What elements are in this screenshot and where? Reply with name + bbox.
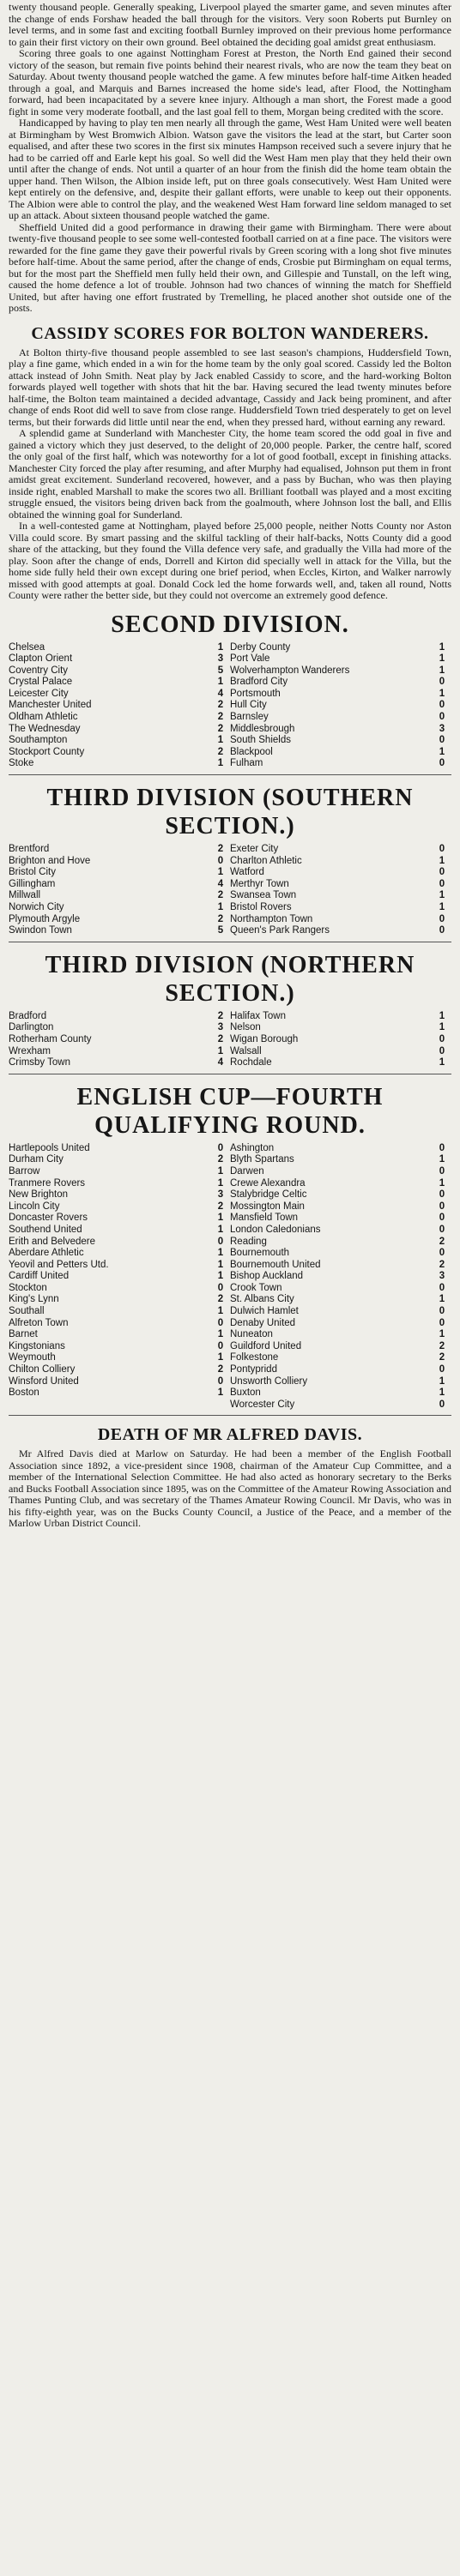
home-team: Cardiff United bbox=[9, 1271, 70, 1282]
home-score: 2 bbox=[217, 1154, 224, 1165]
home-score: 2 bbox=[217, 746, 224, 757]
home-team: Norwich City bbox=[9, 902, 64, 912]
headline-davis: DEATH OF MR ALFRED DAVIS. bbox=[97, 1425, 363, 1445]
home-team: Millwall bbox=[9, 890, 41, 901]
away-score: 0 bbox=[439, 677, 445, 688]
home-score: 1 bbox=[217, 641, 224, 653]
away-score: 1 bbox=[439, 1329, 445, 1340]
home-team bbox=[9, 1399, 211, 1411]
home-team: Crimsby Town bbox=[9, 1057, 70, 1068]
result-row bbox=[9, 1294, 451, 1306]
away-score: 2 bbox=[439, 1259, 445, 1270]
result-row bbox=[9, 925, 451, 937]
home-score: 2 bbox=[217, 844, 224, 855]
result-row bbox=[9, 1154, 451, 1166]
home-score: 1 bbox=[217, 758, 224, 769]
result-row bbox=[9, 1352, 451, 1364]
away-team: Unsworth Colliery bbox=[230, 1375, 308, 1387]
away-team: Mossington Main bbox=[230, 1201, 305, 1212]
article-match-reports bbox=[9, 2, 451, 315]
away-team: Dulwich Hamlet bbox=[230, 1306, 299, 1317]
home-team: Southall bbox=[9, 1306, 45, 1317]
paragraph: twenty thousand people. Generally speaking, Liverpool played the smarter game, and seven minutes after the change of ends Forshaw headed the ball through for the visitors. Very soon Roberts put Burnley on level terms, and in some fast and exciting football Burnley improved on their previous home performance to gain their first victory on their own ground. Beel obtained the deciding goal amidst great enthusiasm. bbox=[9, 1, 451, 48]
home-score: 2 bbox=[217, 890, 224, 901]
home-score: 2 bbox=[217, 913, 224, 924]
away-score: 3 bbox=[439, 1271, 445, 1282]
away-team: Blyth Spartans bbox=[230, 1154, 294, 1165]
result-row bbox=[9, 1143, 451, 1155]
home-score: 0 bbox=[217, 1340, 224, 1351]
away-score: 0 bbox=[439, 1142, 445, 1153]
away-score: 1 bbox=[439, 1177, 445, 1189]
away-team: South Shields bbox=[230, 735, 291, 746]
home-score: 2 bbox=[217, 1364, 224, 1375]
home-team: Barnet bbox=[9, 1329, 38, 1340]
headline-bolton: CASSIDY SCORES FOR BOLTON WANDERERS. bbox=[31, 323, 429, 343]
home-team: Doncaster Rovers bbox=[9, 1213, 88, 1224]
results-table bbox=[9, 1143, 451, 1411]
home-team: Alfreton Town bbox=[9, 1317, 69, 1328]
away-team: Merthyr Town bbox=[230, 878, 289, 889]
home-team: Barrow bbox=[9, 1165, 40, 1177]
home-team: Crystal Palace bbox=[9, 677, 73, 688]
article-bolton bbox=[9, 347, 451, 602]
paragraph: Scoring three goals to one against Nottingham Forest at Preston, the North End gained their second victory of the season, but remain five points behind their nearest rivals, who are now the team they beat on Saturday. About twenty thousand people watched the game. A few minutes before half-time Aitken headed through a goal, and Marquis and Barnes increased the home side's lead, after Flood, the Nottingham forward, had been incapacitated by a severe knee injury. Although a man short, the Forest made a good fight in some very moderate football, and the last goal fell to them, Morgan being credited with the score. bbox=[9, 47, 451, 117]
home-score: 3 bbox=[217, 1022, 224, 1033]
away-team: Fulham bbox=[230, 758, 263, 769]
home-score: 5 bbox=[217, 665, 224, 676]
home-score: 5 bbox=[217, 925, 224, 936]
home-score: 4 bbox=[217, 688, 224, 699]
home-score: 2 bbox=[217, 1010, 224, 1021]
home-score: 1 bbox=[217, 1259, 224, 1270]
away-score: 0 bbox=[439, 1282, 445, 1293]
result-row bbox=[9, 700, 451, 712]
home-team: Clapton Orient bbox=[9, 653, 73, 665]
home-team: Wrexham bbox=[9, 1045, 51, 1056]
result-row bbox=[9, 665, 451, 677]
home-team: Weymouth bbox=[9, 1352, 56, 1363]
result-row bbox=[9, 902, 451, 914]
home-score: 3 bbox=[217, 1189, 224, 1201]
result-row bbox=[9, 890, 451, 902]
english-cup-section bbox=[9, 1083, 451, 1417]
result-row bbox=[9, 689, 451, 701]
away-team: Bournemouth bbox=[230, 1248, 290, 1259]
away-team: London Caledonians bbox=[230, 1224, 321, 1235]
paragraph: Sheffield United did a good performance in drawing their game with Birmingham. There were about twenty-five thousand people to see some well-contested football carried on at a fine pace. The visitors were rewarded for the fine game they gave their powerful rivals by Green scoring with a long shot five minutes before half-time. About the same period, after the change of ends, Crosbie put Birmingham on equal terms, but for the most part the Sheffield men fully held their own, and Gillespie and Tunstall, on the left wing, caused the home defence a lot of trouble. Johnson had two chances of winning the match for Sheffield United, but after having one effort frustrated by Tremelling, he placed another shot outside one of the posts. bbox=[9, 220, 451, 314]
home-score: 0 bbox=[217, 1282, 224, 1293]
result-row bbox=[9, 1057, 451, 1069]
result-row bbox=[9, 856, 451, 868]
result-row bbox=[9, 1376, 451, 1388]
home-score: 1 bbox=[217, 1224, 224, 1235]
home-score: 0 bbox=[217, 1236, 224, 1247]
away-score: 0 bbox=[439, 1189, 445, 1201]
result-row bbox=[9, 1022, 451, 1034]
away-score: 0 bbox=[439, 925, 445, 936]
away-score: 1 bbox=[439, 1387, 445, 1399]
away-team: Buxton bbox=[230, 1387, 261, 1399]
home-score: 0 bbox=[217, 1317, 224, 1328]
away-team: Northampton Town bbox=[230, 913, 313, 924]
home-score: 1 bbox=[217, 1352, 224, 1363]
result-row bbox=[9, 1201, 451, 1213]
away-score: 2 bbox=[439, 1352, 445, 1363]
home-score: 1 bbox=[217, 867, 224, 878]
away-team: Crewe Alexandra bbox=[230, 1177, 306, 1189]
result-row bbox=[9, 642, 451, 654]
away-score: 0 bbox=[439, 1033, 445, 1044]
away-team: Folkestone bbox=[230, 1352, 279, 1363]
home-score: 1 bbox=[217, 1329, 224, 1340]
away-team: Bristol Rovers bbox=[230, 902, 292, 912]
result-row bbox=[9, 1237, 451, 1249]
home-score: 1 bbox=[217, 1271, 224, 1282]
home-score: 2 bbox=[217, 723, 224, 734]
result-row bbox=[9, 1318, 451, 1330]
result-row bbox=[9, 712, 451, 724]
away-team: Portsmouth bbox=[230, 688, 281, 699]
english-cup-title: ENGLISH CUP—FOURTH QUALIFYING ROUND. bbox=[76, 1083, 384, 1139]
home-team: Kingstonians bbox=[9, 1340, 65, 1351]
result-row bbox=[9, 1248, 451, 1260]
home-score: 2 bbox=[217, 1294, 224, 1305]
away-score: 1 bbox=[439, 1294, 445, 1305]
home-score: 4 bbox=[217, 878, 224, 889]
away-team: Hull City bbox=[230, 700, 267, 711]
result-row bbox=[9, 879, 451, 891]
home-score: 0 bbox=[217, 855, 224, 866]
home-team: Erith and Belvedere bbox=[9, 1236, 96, 1247]
away-team: Wigan Borough bbox=[230, 1033, 299, 1044]
away-team: Stalybridge Celtic bbox=[230, 1189, 307, 1201]
second-division-section bbox=[9, 611, 451, 776]
result-row bbox=[9, 844, 451, 856]
home-team: New Brighton bbox=[9, 1189, 69, 1201]
result-row bbox=[9, 1306, 451, 1318]
result-row bbox=[9, 1225, 451, 1237]
away-score: 0 bbox=[439, 1224, 445, 1235]
away-team: Swansea Town bbox=[230, 890, 297, 901]
away-score: 0 bbox=[439, 878, 445, 889]
home-score: 1 bbox=[217, 1248, 224, 1259]
away-score: 0 bbox=[439, 1317, 445, 1328]
away-score: 0 bbox=[439, 700, 445, 711]
away-score: 3 bbox=[439, 723, 445, 734]
paragraph: A splendid game at Sunderland with Manchester City, the home team scored the odd goal in five and gained a victory which they just deserved, to the delight of 20,000 people. Parker, the centre half, scored the only goal of the first half, which was noteworthy for a lot of good football, except in finishing attacks. Manchester City forced the play after resuming, and after Murphy had equalised, Johnson put them in front amidst great excitement. Sunderland recovered, however, and a pass by Buchan, who was then playing inside right, enabled Marshall to make the scores two all. Brilliant football was played and a most exciting struggle ensued, the visitors being driven back from the goalmouth, where Johnson lost the ball, and Ellis obtained the winning goal for Sunderland. bbox=[9, 427, 451, 521]
paragraph: In a well-contested game at Nottingham, played before 25,000 people, neither Notts County nor Aston Villa could score. By smart passing and the skilful tackling of their half-backs, Notts County did a good share of the attacking, but they found the Villa defence very safe, and gradually the Villa had more of the play. Soon after the change of ends, Dorrell and Kirton did specially well in attack for the Villa, but the home side fully held their own except during one brief period, when Eccles, Kirton, and Walker narrowly missed with good attempts at goal. Donald Cock led the home forwards well, and, taken all round, Notts County were rather the better side, but they could not overcome an extremely good defence. bbox=[9, 520, 451, 601]
result-row bbox=[9, 1271, 451, 1283]
away-team: Halifax Town bbox=[230, 1010, 286, 1021]
away-score: 1 bbox=[439, 1022, 445, 1033]
result-row bbox=[9, 1046, 451, 1058]
result-row bbox=[9, 758, 451, 770]
away-score: 1 bbox=[439, 1010, 445, 1021]
result-row bbox=[9, 1213, 451, 1225]
home-score: 1 bbox=[217, 1213, 224, 1224]
result-row bbox=[9, 1329, 451, 1341]
result-row bbox=[9, 1399, 451, 1411]
home-team: Stoke bbox=[9, 758, 34, 769]
home-team: Tranmere Rovers bbox=[9, 1177, 86, 1189]
away-team: Reading bbox=[230, 1236, 267, 1247]
home-score: 1 bbox=[217, 1387, 224, 1399]
home-score: 3 bbox=[217, 653, 224, 665]
home-team: Stockton bbox=[9, 1282, 47, 1293]
away-score: 0 bbox=[439, 1306, 445, 1317]
away-team: Barnsley bbox=[230, 712, 269, 723]
home-team: King's Lynn bbox=[9, 1294, 59, 1305]
home-team: The Wednesday bbox=[9, 723, 81, 734]
away-team: Port Vale bbox=[230, 653, 270, 665]
result-row bbox=[9, 914, 451, 926]
divider bbox=[9, 1415, 451, 1416]
home-score: 1 bbox=[217, 1045, 224, 1056]
result-row bbox=[9, 735, 451, 747]
away-team: Middlesbrough bbox=[230, 723, 295, 734]
home-team: Bradford bbox=[9, 1010, 47, 1021]
away-score: 1 bbox=[439, 653, 445, 665]
away-team: Nuneaton bbox=[230, 1329, 273, 1340]
divider bbox=[9, 774, 451, 775]
away-team: Worcester City bbox=[230, 1399, 295, 1410]
home-team: Manchester United bbox=[9, 700, 92, 711]
away-score: 1 bbox=[439, 688, 445, 699]
home-score: 4 bbox=[217, 1057, 224, 1068]
home-team: Yeovil and Petters Utd. bbox=[9, 1259, 109, 1270]
third-south-title: THIRD DIVISION (SOUTHERN SECTION.) bbox=[46, 785, 414, 840]
away-score: 2 bbox=[439, 1236, 445, 1247]
home-team: Winsford United bbox=[9, 1375, 79, 1387]
away-team: Queen's Park Rangers bbox=[230, 925, 330, 936]
away-score: 1 bbox=[439, 1057, 445, 1068]
away-team: St. Albans City bbox=[230, 1294, 294, 1305]
away-team: Bournemouth United bbox=[230, 1259, 321, 1270]
result-row bbox=[9, 1011, 451, 1023]
result-row bbox=[9, 1283, 451, 1295]
home-team: Brentford bbox=[9, 844, 50, 855]
away-score: 1 bbox=[439, 902, 445, 912]
home-score: 2 bbox=[217, 700, 224, 711]
away-score: 1 bbox=[439, 855, 445, 866]
home-team: Rotherham County bbox=[9, 1033, 92, 1044]
home-team: Stockport County bbox=[9, 746, 85, 757]
paragraph: At Bolton thirty-five thousand people assembled to see last season's champions, Huddersfield Town, play a fine game, which ended in a win for the home team by the only goal scored. Cassidy led the Bolton attack instead of John Smith. Neat play by Jack enabled Cassidy to score, and the hard-working Bolton forwards played well together with shots that hit the bar. Having secured the lead twenty minutes before half-time, the Bolton team maintained a decided advantage, Cassidy and Jack being prominent, and after change of ends Root did well to save from close range. Huddersfield Town tried desperately to get on level terms, but their forwards did little until near the end, when they pressed hard, without earning any reward. bbox=[9, 346, 451, 428]
result-row bbox=[9, 1178, 451, 1190]
away-score: 1 bbox=[439, 1375, 445, 1387]
away-score: 0 bbox=[439, 1165, 445, 1177]
away-team: Rochdale bbox=[230, 1057, 272, 1068]
home-team: Leicester City bbox=[9, 688, 69, 699]
result-row bbox=[9, 747, 451, 759]
home-score: 1 bbox=[217, 735, 224, 746]
away-score: 0 bbox=[439, 735, 445, 746]
away-score: 0 bbox=[439, 712, 445, 723]
home-team: Hartlepools United bbox=[9, 1142, 90, 1153]
away-team: Mansfield Town bbox=[230, 1213, 299, 1224]
away-score: 0 bbox=[439, 867, 445, 878]
home-score: 1 bbox=[217, 902, 224, 912]
away-team: Bradford City bbox=[230, 677, 288, 688]
home-score: 1 bbox=[217, 677, 224, 688]
paragraph: Mr Alfred Davis died at Marlow on Saturday. He had been a member of the English Football Association since 1892, a vice-president since 1908, chairman of the Amateur Cup Committee, and a member of the International Selection Committee. He had also acted as honorary secretary to the Berks and Bucks Football Association since 1895, was on the Committee of the Amateur Rowing Association and Thames Punting Club, and was secretary of the Thames Amateur Rowing Council. Mr Davis, who was in his fifty-eighth year, was on the Bucks County Council, a Justice of the Peace, and a member of the Marlow Urban District Council. bbox=[9, 1447, 451, 1530]
home-score: 0 bbox=[217, 1142, 224, 1153]
away-score: 0 bbox=[439, 1399, 445, 1410]
home-team: Chelsea bbox=[9, 641, 45, 653]
away-score: 0 bbox=[439, 1364, 445, 1375]
away-score: 2 bbox=[439, 1340, 445, 1351]
away-team: Wolverhampton Wanderers bbox=[230, 665, 350, 676]
home-score: 2 bbox=[217, 1033, 224, 1044]
result-row bbox=[9, 1034, 451, 1046]
home-score: 2 bbox=[217, 1201, 224, 1212]
away-team: Exeter City bbox=[230, 844, 279, 855]
result-row bbox=[9, 677, 451, 689]
home-team: Durham City bbox=[9, 1154, 64, 1165]
home-team: Plymouth Argyle bbox=[9, 913, 81, 924]
away-score: 0 bbox=[439, 1213, 445, 1224]
result-row bbox=[9, 1260, 451, 1272]
away-score: 0 bbox=[439, 1045, 445, 1056]
away-score: 1 bbox=[439, 746, 445, 757]
third-north-title: THIRD DIVISION (NORTHERN SECTION.) bbox=[45, 951, 415, 1007]
home-score: 0 bbox=[217, 1375, 224, 1387]
away-team: Crook Town bbox=[230, 1282, 282, 1293]
away-team: Derby County bbox=[230, 641, 291, 653]
home-team: Coventry City bbox=[9, 665, 69, 676]
result-row bbox=[9, 1189, 451, 1201]
result-row bbox=[9, 653, 451, 665]
away-team: Pontypridd bbox=[230, 1364, 277, 1375]
results-table bbox=[9, 844, 451, 937]
home-team: Swindon Town bbox=[9, 925, 72, 936]
home-team: Gillingham bbox=[9, 878, 56, 889]
home-team: Darlington bbox=[9, 1022, 54, 1033]
home-team: Boston bbox=[9, 1387, 39, 1399]
home-team: Oldham Athletic bbox=[9, 712, 78, 723]
home-team: Brighton and Hove bbox=[9, 855, 91, 866]
paragraph: Handicapped by having to play ten men nearly all through the game, West Ham United were well beaten at Birmingham by West Bromwich Albion. Watson gave the visitors the lead at the start, but Carter soon equalised, and after these two scores in the first six minutes Hampson received such a severe injury that he had to be carried off and Earle kept his goal. So well did the West Ham men play that they held their own until after the change of ends. Not until a quarter of an hour from the finish did the home team obtain the upper hand. Then Wilson, the Albion inside left, put on three goals consecutively. West Ham United were kept entirely on the defensive, and, despite their gallant efforts, were unable to keep out their opponents. The Albion were able to control the play, and the weakened West Ham forward line seldom managed to set up an attack. About sixteen thousand people watched the game. bbox=[9, 117, 451, 221]
away-team: Nelson bbox=[230, 1022, 261, 1033]
away-team: Blackpool bbox=[230, 746, 273, 757]
home-team: Bristol City bbox=[9, 867, 56, 878]
result-row bbox=[9, 1166, 451, 1178]
home-team: Southend United bbox=[9, 1224, 82, 1235]
away-score: 0 bbox=[439, 844, 445, 855]
away-team: Charlton Athletic bbox=[230, 855, 302, 866]
results-table bbox=[9, 1011, 451, 1069]
away-score: 0 bbox=[439, 1248, 445, 1259]
home-team: Chilton Colliery bbox=[9, 1364, 76, 1375]
home-team: Southampton bbox=[9, 735, 68, 746]
away-score: 1 bbox=[439, 641, 445, 653]
home-team: Aberdare Athletic bbox=[9, 1248, 84, 1259]
result-row bbox=[9, 724, 451, 736]
away-score: 0 bbox=[439, 758, 445, 769]
away-team: Ashington bbox=[230, 1142, 275, 1153]
away-score: 1 bbox=[439, 890, 445, 901]
results-table bbox=[9, 642, 451, 771]
away-team: Bishop Auckland bbox=[230, 1271, 304, 1282]
result-row bbox=[9, 1341, 451, 1353]
third-south-section bbox=[9, 784, 451, 942]
result-row bbox=[9, 1364, 451, 1376]
second-division-title: SECOND DIVISION. bbox=[111, 611, 349, 638]
home-score: 1 bbox=[217, 1177, 224, 1189]
home-score bbox=[211, 1399, 230, 1411]
away-score: 1 bbox=[439, 665, 445, 676]
away-team: Guildford United bbox=[230, 1340, 302, 1351]
third-north-section bbox=[9, 951, 451, 1074]
away-team: Walsall bbox=[230, 1045, 262, 1056]
home-score: 1 bbox=[217, 1165, 224, 1177]
result-row bbox=[9, 867, 451, 879]
away-score: 1 bbox=[439, 1154, 445, 1165]
home-score: 1 bbox=[217, 1306, 224, 1317]
away-team: Watford bbox=[230, 867, 264, 878]
away-score: 0 bbox=[439, 913, 445, 924]
home-team: Lincoln City bbox=[9, 1201, 60, 1212]
home-score: 2 bbox=[217, 712, 224, 723]
away-team: Denaby United bbox=[230, 1317, 296, 1328]
away-team: Darwen bbox=[230, 1165, 264, 1177]
article-davis bbox=[9, 1448, 451, 1530]
result-row bbox=[9, 1387, 451, 1399]
away-score: 0 bbox=[439, 1201, 445, 1212]
